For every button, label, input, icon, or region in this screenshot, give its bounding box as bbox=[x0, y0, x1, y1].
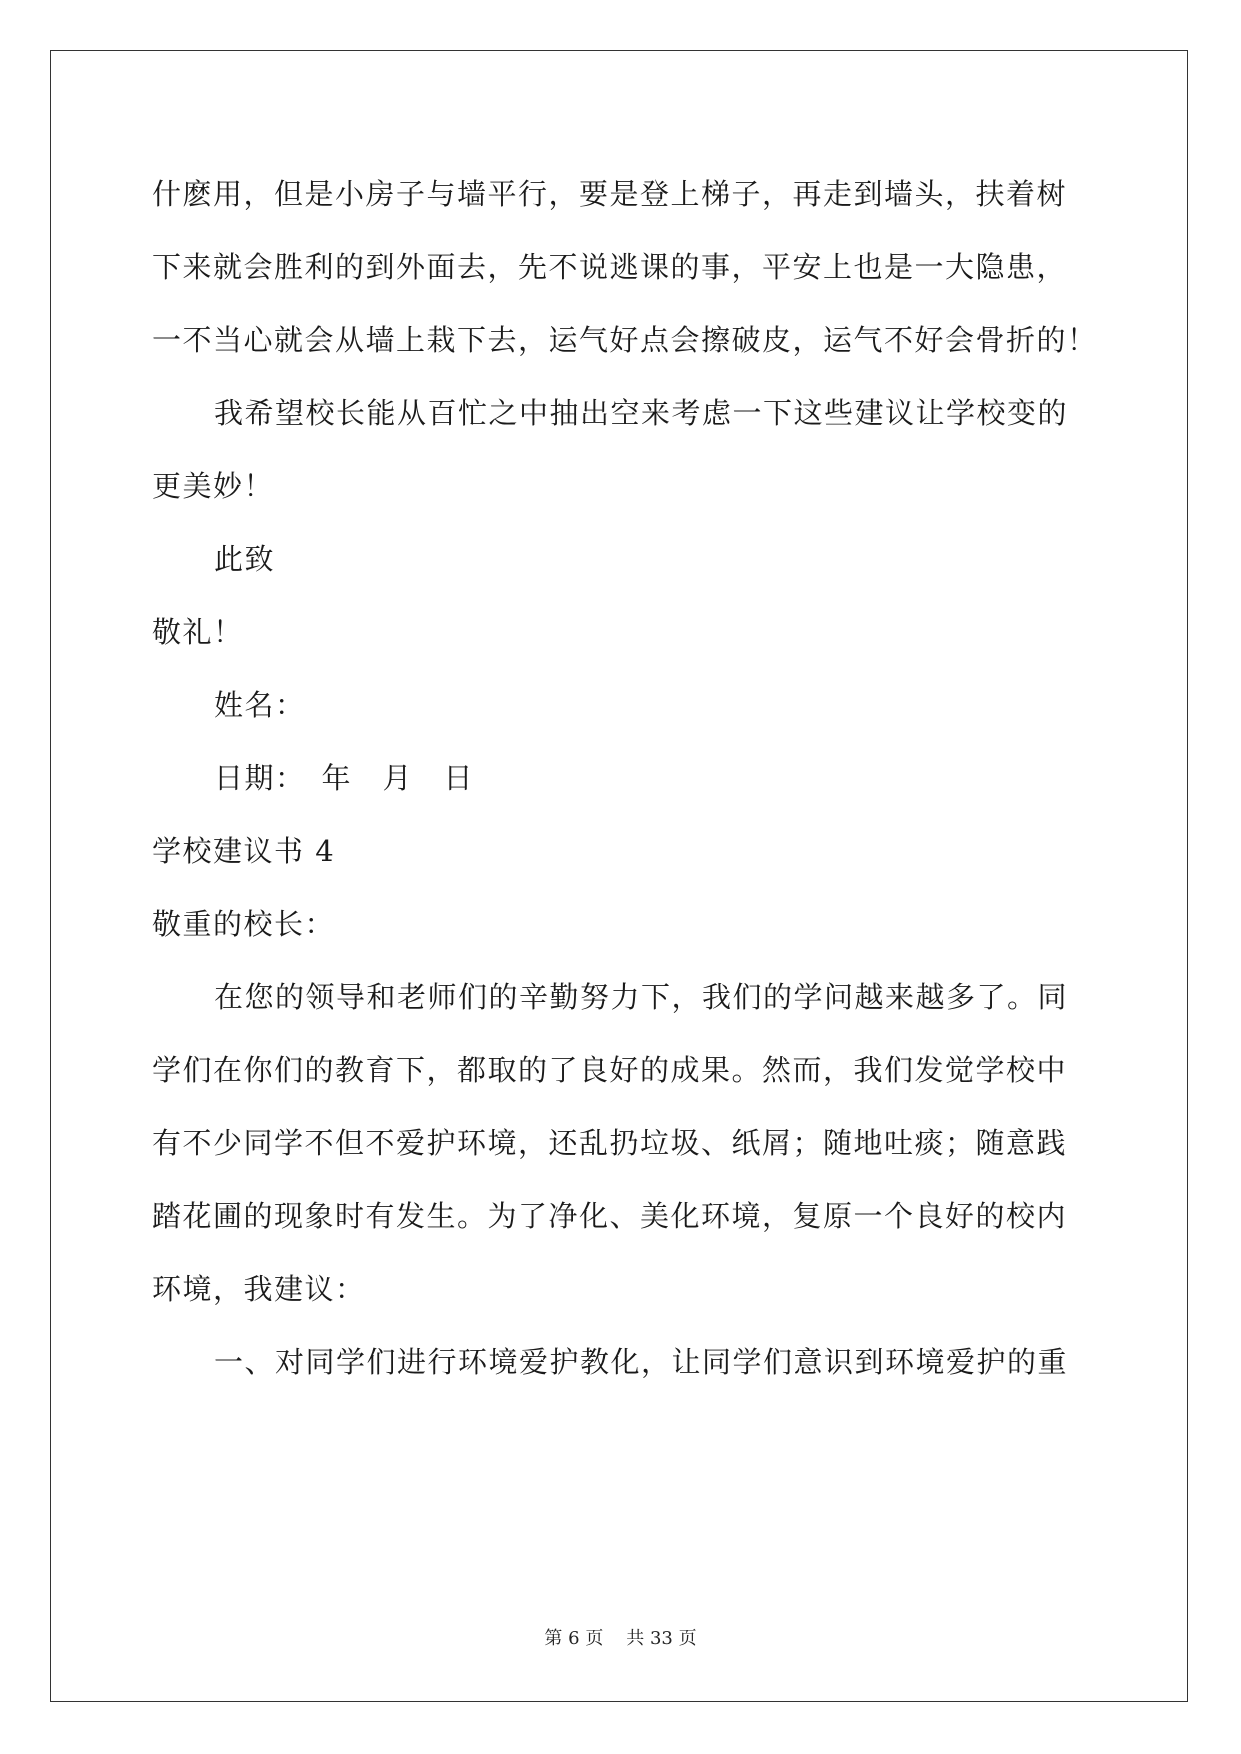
body-line-9: 踏花圃的现象时有发生。为了净化、美化环境，复原一个良好的校内 bbox=[152, 1199, 1068, 1233]
body-line-3: 一不当心就会从墙上栽下去，运气好点会擦破皮，运气不好会骨折的！ bbox=[152, 323, 1098, 357]
page-frame bbox=[50, 50, 1188, 1702]
section-heading: 学校建议书 4 bbox=[152, 834, 336, 868]
body-line-6: 在您的领导和老师们的辛勤努力下，我们的学问越来越多了。同 bbox=[214, 980, 1069, 1014]
signature-name: 姓名： bbox=[214, 688, 306, 722]
body-line-7: 学们在你们的教育下，都取的了良好的成果。然而，我们发觉学校中 bbox=[152, 1053, 1068, 1087]
signature-date: 日期： 年 月 日 bbox=[214, 761, 475, 795]
page-footer bbox=[0, 1627, 1241, 1651]
body-line-2: 下来就会胜利的到外面去，先不说逃课的事，平安上也是一大隐患， bbox=[152, 250, 1068, 284]
body-line-4: 我希望校长能从百忙之中抽出空来考虑一下这些建议让学校变的 bbox=[214, 396, 1069, 430]
body-line-8: 有不少同学不但不爱护环境，还乱扔垃圾、纸屑；随地吐痰；随意践 bbox=[152, 1126, 1068, 1160]
salutation: 敬重的校长： bbox=[152, 907, 336, 941]
body-line-10: 环境，我建议： bbox=[152, 1272, 366, 1306]
body-line-1: 什麽用，但是小房子与墙平行，要是登上梯子，再走到墙头，扶着树 bbox=[152, 177, 1068, 211]
closing-jingli: 敬礼！ bbox=[152, 615, 244, 649]
page-number: 第 6 页 bbox=[544, 1628, 604, 1649]
page-total: 共 33 页 bbox=[626, 1628, 697, 1649]
body-line-11: 一、对同学们进行环境爱护教化，让同学们意识到环境爱护的重 bbox=[214, 1345, 1069, 1379]
closing-cizhi: 此致 bbox=[214, 542, 276, 576]
body-line-5: 更美妙！ bbox=[152, 469, 275, 503]
